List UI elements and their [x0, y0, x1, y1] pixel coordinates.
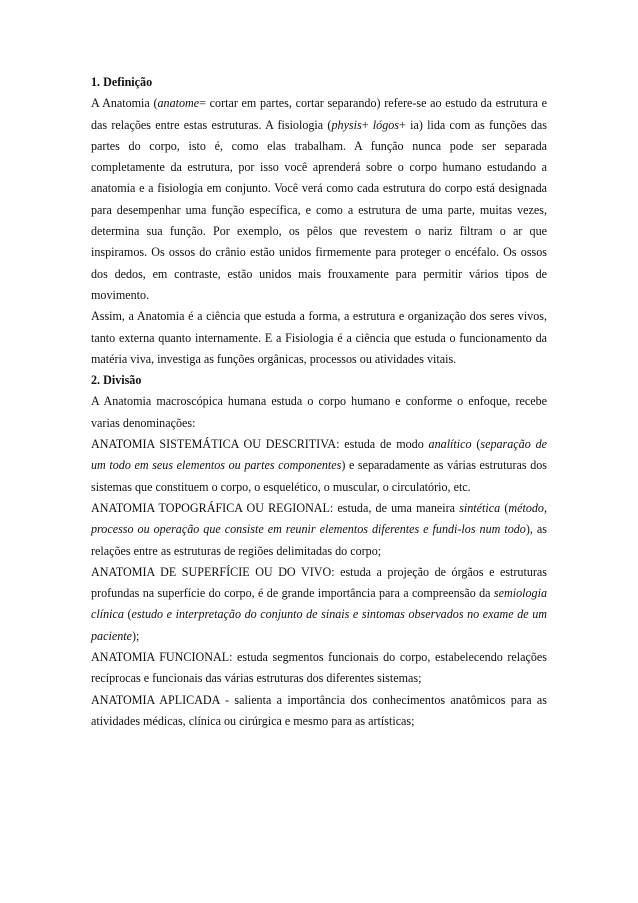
- text-run: = cortar em partes, cortar separando) refere-se ao estudo da estrutura e das relações entre estas estruturas. A fisiologia (: [91, 96, 547, 132]
- italic-run: lógos: [372, 117, 400, 132]
- text-run: Assim, a Anatomia é a ciência que estuda a forma, a estrutura e organização dos seres vivos, tanto externa quanto internamente. E a Fisiologia é a ciência que estuda o funcionamento da matéria viva, investiga as funções orgânicas, processos ou atividades vitais.: [91, 309, 547, 366]
- paragraph-anatomia-sistematica: [91, 434, 547, 498]
- text-run: (: [500, 500, 509, 515]
- text-run: ANATOMIA FUNCIONAL: estuda segmentos funcionais do corpo, estabelecendo relações recíprocas e funcionais das várias estruturas dos diferentes sistemas;: [91, 650, 547, 686]
- text-run: + ia) lida com as funções das partes do corpo, isto é, como elas trabalham. A função nunca pode ser separada completamente da estrutura, por isso você aprenderá sobre o corpo humano estudando a anatomia e a fisiologia em conjunto. Você verá como cada estrutura do corpo está designada para desempenhar uma função específica, e como a estrutura de uma parte, muitas vezes, determina sua função. Por exemplo, os pêlos que revestem o nariz filtram o ar que inspiramos. Os ossos do crânio estão unidos firmemente para proteger o encéfalo. Os ossos dos dedos, em contraste, estão unidos mais frouxamente para permitir vários tipos de movimento.: [91, 117, 547, 302]
- italic-run: anatome: [157, 96, 200, 111]
- italic-run: sintética: [459, 500, 501, 515]
- text-run: ANATOMIA DE SUPERFÍCIE OU DO VIVO: estuda a projeção de órgãos e estruturas profundas na superfície do corpo, é de grande importância para a compreensão da: [91, 564, 547, 601]
- text-run: A Anatomia (: [91, 96, 158, 111]
- text-run: ), as relações entre as estruturas de regiões delimitadas do corpo;: [91, 522, 547, 558]
- italic-run: estudo e interpretação do conjunto de sinais e sintomas observados no exame de um paciente: [91, 607, 547, 643]
- italic-run: separação de um todo em seus elementos ou partes componentes: [91, 437, 547, 473]
- paragraph-divisao-intro: [91, 391, 547, 434]
- section-heading-definicao: 1. Definição: [91, 75, 153, 89]
- text-run: ANATOMIA APLICADA - salienta a importância dos conhecimentos anatômicos para as atividades médicas, clínica ou cirúrgica e mesmo para as artísticas;: [91, 692, 547, 728]
- text-run: (: [123, 607, 132, 622]
- text-run: +: [361, 117, 373, 132]
- paragraph-anatomia-aplicada: [91, 690, 547, 733]
- text-run: ANATOMIA TOPOGRÁFICA OU REGIONAL: estuda, de uma maneira: [91, 500, 460, 515]
- text-run: );: [131, 628, 140, 643]
- paragraph-anatomia-topografica: [91, 498, 547, 562]
- text-run: ANATOMIA SISTEMÁTICA OU DESCRITIVA: estuda de modo: [91, 437, 429, 452]
- italic-run: analítico: [428, 437, 472, 452]
- text-run: (: [471, 437, 481, 452]
- paragraph-anatomia-superficie: [91, 562, 547, 647]
- paragraph-definition: [91, 93, 547, 306]
- document-page: [91, 72, 547, 732]
- italic-run: semiologia clínica: [91, 586, 547, 622]
- italic-run: método, processo ou operação que consiste em reunir elementos diferentes e fundi-los num todo: [91, 500, 547, 537]
- italic-run: physis: [331, 117, 362, 132]
- text-run: ) e separadamente as várias estruturas dos sistemas que constituem o corpo, o esquelético, o muscular, o circulatório, etc.: [91, 458, 547, 494]
- paragraph-anatomia-funcional: [91, 647, 547, 690]
- section-heading-divisao: 2. Divisão: [91, 373, 142, 388]
- paragraph-summary: [91, 306, 547, 370]
- text-run: A Anatomia macroscópica humana estuda o corpo humano e conforme o enfoque, recebe varias denominações:: [91, 394, 547, 430]
